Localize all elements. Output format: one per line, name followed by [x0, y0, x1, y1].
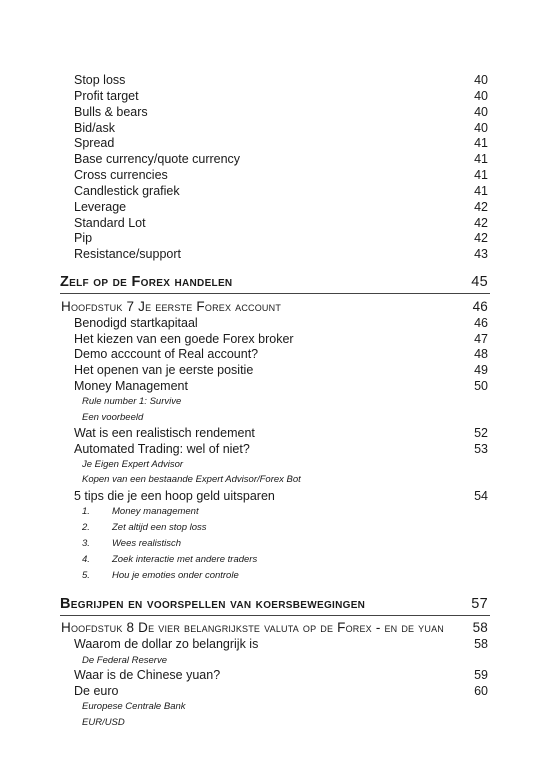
- page-number: 53: [474, 442, 488, 456]
- toc-part-heading: [0, 272, 550, 292]
- toc-entry: [0, 425, 550, 441]
- toc-entry: [0, 683, 550, 699]
- page-number: 45: [471, 274, 488, 290]
- entry-title: Bid/ask: [74, 121, 115, 135]
- toc-entry: [0, 88, 550, 104]
- entry-title: Bulls & bears: [74, 105, 148, 119]
- toc-numbered-item: [0, 505, 550, 518]
- subentry-title: Europese Centrale Bank: [82, 701, 186, 712]
- page-number: 40: [474, 121, 488, 135]
- page-number: 41: [474, 184, 488, 198]
- entry-title: De euro: [74, 684, 119, 698]
- entry-title: Stop loss: [74, 73, 126, 87]
- toc-subentry: [0, 654, 550, 667]
- entry-title: Cross currencies: [74, 168, 168, 182]
- divider: [60, 615, 490, 616]
- toc-entry: [0, 246, 550, 262]
- entry-title: Het kiezen van een goede Forex broker: [74, 332, 294, 346]
- page-number: 40: [474, 105, 488, 119]
- part-title: Begrijpen en voorspellen van koersbewegingen: [60, 596, 366, 612]
- entry-title: Candlestick grafiek: [74, 184, 180, 198]
- toc-entry: [0, 488, 550, 504]
- item-number: 2.: [82, 522, 90, 533]
- entry-title: Standard Lot: [74, 216, 146, 230]
- toc-subentry: [0, 395, 550, 408]
- toc-entry: [0, 315, 550, 331]
- toc-chapter: [0, 619, 550, 637]
- page-number: 42: [474, 200, 488, 214]
- page-number: 41: [474, 136, 488, 150]
- toc-chapter: [0, 298, 550, 316]
- toc-numbered-item: [0, 569, 550, 582]
- entry-title: Profit target: [74, 89, 139, 103]
- page-number: 52: [474, 426, 488, 440]
- entry-title: Pip: [74, 231, 93, 245]
- page-number: 58: [472, 620, 488, 635]
- subentry-title: De Federal Reserve: [82, 655, 168, 666]
- entry-title: Automated Trading: wel of niet?: [74, 442, 250, 456]
- page-number: 48: [474, 347, 488, 361]
- toc-subentry: [0, 716, 550, 729]
- toc-entry: [0, 636, 550, 652]
- page-number: 57: [471, 596, 488, 612]
- item-number: 4.: [82, 554, 90, 565]
- toc-subentry: [0, 700, 550, 713]
- entry-title: Leverage: [74, 200, 127, 214]
- toc-entry: [0, 331, 550, 347]
- toc-entry: [0, 72, 550, 88]
- entry-title: Waarom de dollar zo belangrijk is: [74, 637, 259, 651]
- divider: [60, 293, 490, 294]
- subentry-title: EUR/USD: [82, 717, 125, 728]
- page-number: 46: [474, 316, 488, 330]
- chapter-title: Hoofdstuk 7 Je eerste Forex account: [61, 299, 282, 314]
- toc-entry: [0, 362, 550, 378]
- page-number: 50: [474, 379, 488, 393]
- toc-entry: [0, 346, 550, 362]
- toc-numbered-item: [0, 537, 550, 550]
- page-number: 49: [474, 363, 488, 377]
- subentry-title: Je Eigen Expert Advisor: [82, 459, 184, 470]
- entry-title: Wat is een realistisch rendement: [74, 426, 255, 440]
- item-number: 3.: [82, 538, 90, 549]
- toc-subentry: [0, 473, 550, 486]
- page-number: 41: [474, 152, 488, 166]
- entry-title: Benodigd startkapitaal: [74, 316, 198, 330]
- toc-entry: [0, 441, 550, 457]
- toc-entry: [0, 199, 550, 215]
- toc-entry: [0, 120, 550, 136]
- toc-entry: [0, 215, 550, 231]
- item-title: Wees realistisch: [112, 538, 181, 549]
- item-title: Money management: [112, 506, 199, 517]
- page-number: 58: [474, 637, 488, 651]
- subentry-title: Een voorbeeld: [82, 412, 144, 423]
- entry-title: Base currency/quote currency: [74, 152, 241, 166]
- toc-entry: [0, 183, 550, 199]
- page-number: 40: [474, 89, 488, 103]
- chapter-title: Hoofdstuk 8 De vier belangrijkste valuta op de Forex - en de yuan: [61, 620, 444, 635]
- page-number: 46: [472, 299, 488, 314]
- entry-title: Spread: [74, 136, 115, 150]
- toc-subentry: [0, 458, 550, 471]
- page-number: 42: [474, 216, 488, 230]
- toc-entry: [0, 167, 550, 183]
- page-number: 54: [474, 489, 488, 503]
- toc-subentry: [0, 411, 550, 424]
- item-title: Zet altijd een stop loss: [112, 522, 207, 533]
- item-number: 1.: [82, 506, 90, 517]
- page-number: 43: [474, 247, 488, 261]
- page-number: 40: [474, 73, 488, 87]
- entry-title: Waar is de Chinese yuan?: [74, 668, 221, 682]
- toc-entry: [0, 230, 550, 246]
- subentry-title: Kopen van een bestaande Expert Advisor/Forex Bot: [82, 474, 301, 485]
- page-number: 42: [474, 231, 488, 245]
- page-number: 47: [474, 332, 488, 346]
- part-title: Zelf op de Forex handelen: [60, 274, 233, 290]
- toc-entry: [0, 104, 550, 120]
- page-number: 60: [474, 684, 488, 698]
- toc-part-heading: [0, 594, 550, 614]
- toc-numbered-item: [0, 553, 550, 566]
- toc-entry: [0, 135, 550, 151]
- entry-title: 5 tips die je een hoop geld uitsparen: [74, 489, 275, 503]
- toc-entry: [0, 378, 550, 394]
- item-number: 5.: [82, 570, 90, 581]
- subentry-title: Rule number 1: Survive: [82, 396, 182, 407]
- entry-title: Money Management: [74, 379, 188, 393]
- toc-numbered-item: [0, 521, 550, 534]
- entry-title: Resistance/support: [74, 247, 182, 261]
- page-number: 59: [474, 668, 488, 682]
- item-title: Hou je emoties onder controle: [112, 570, 239, 581]
- page-number: 41: [474, 168, 488, 182]
- item-title: Zoek interactie met andere traders: [112, 554, 258, 565]
- entry-title: Demo acccount of Real account?: [74, 347, 259, 361]
- toc-entry: [0, 667, 550, 683]
- toc-entry: [0, 151, 550, 167]
- entry-title: Het openen van je eerste positie: [74, 363, 254, 377]
